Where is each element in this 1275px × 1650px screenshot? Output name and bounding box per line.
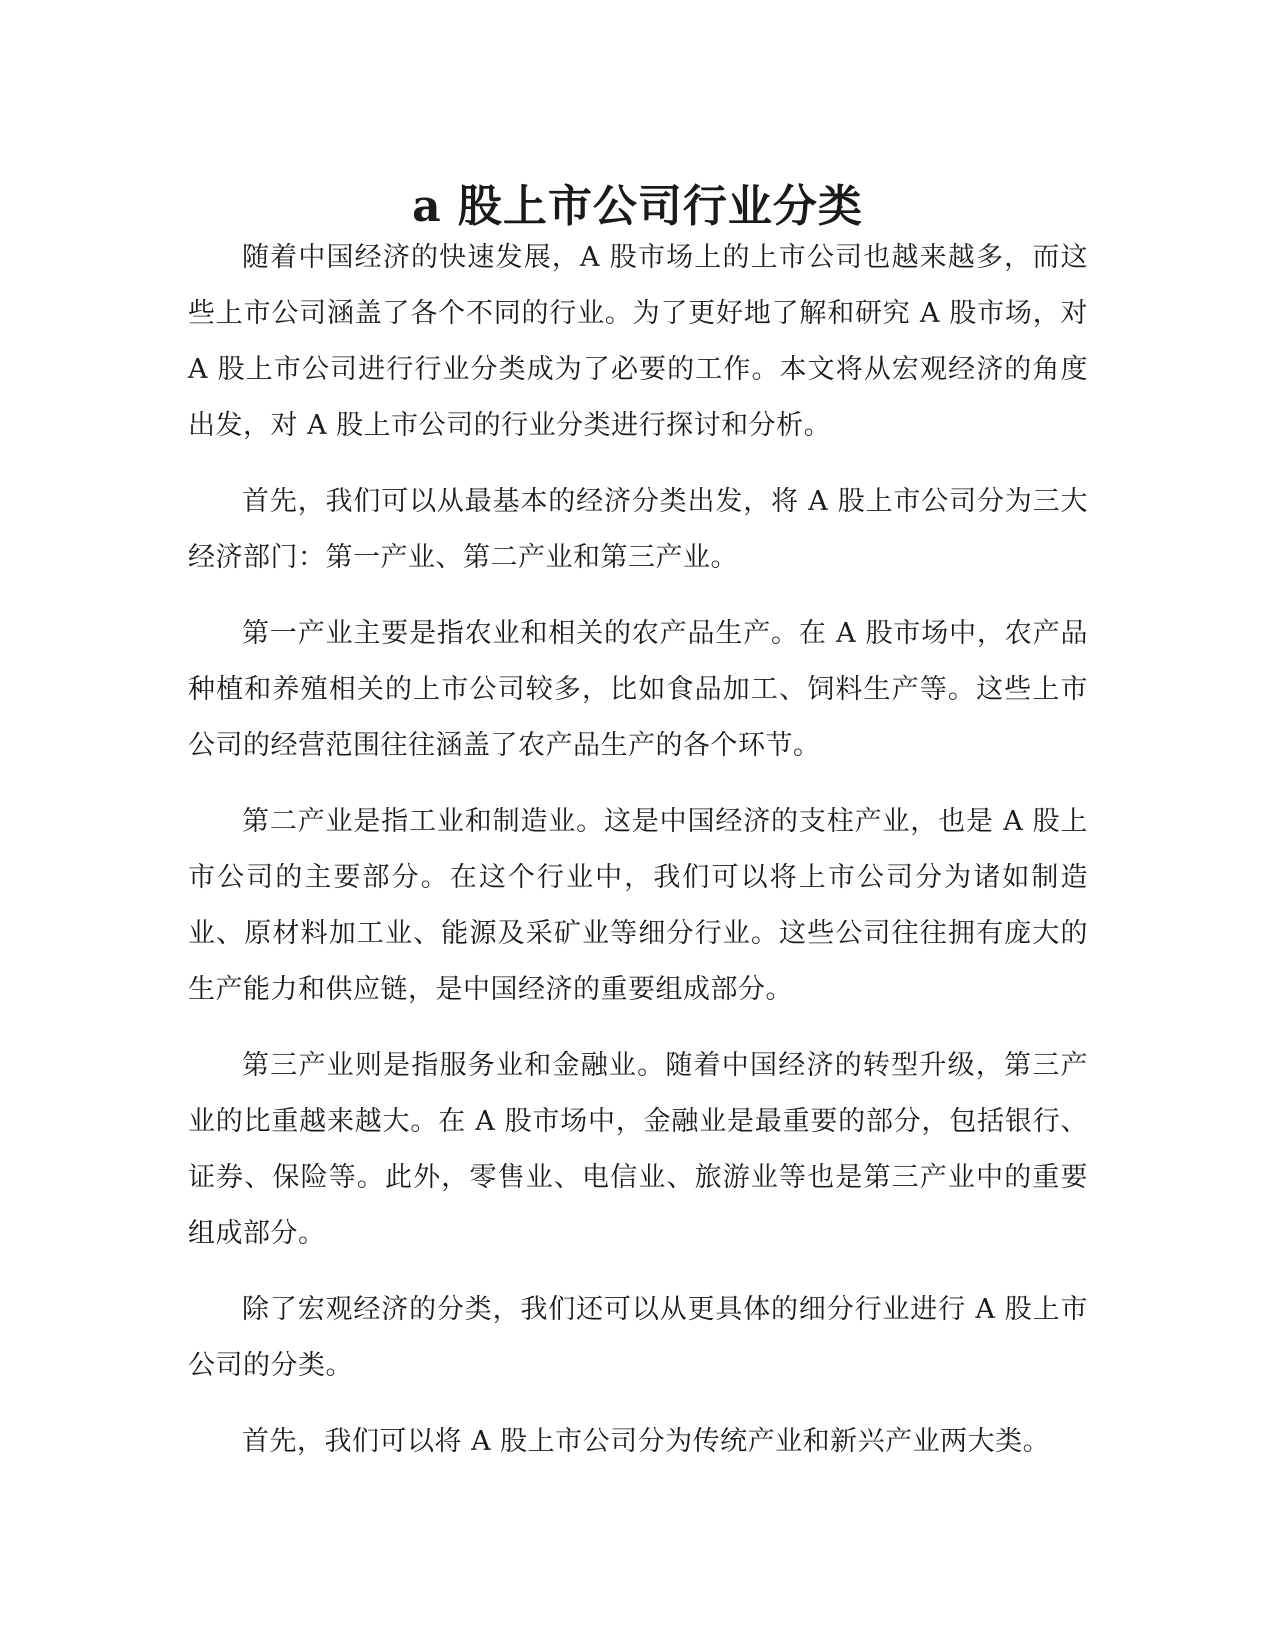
document-title: a 股上市公司行业分类 [412,181,863,233]
paragraph: 除了宏观经济的分类，我们还可以从更具体的细分行业进行 A 股上市公司的分类。 [188,1294,1088,1381]
document-body [188,230,1088,1490]
paragraph: 第二产业是指工业和制造业。这是中国经济的支柱产业，也是 A 股上市公司的主要部分。在这个行业中，我们可以将上市公司分为诸如制造业、原材料加工业、能源及采矿业等细分行业。这些公司往往拥有庞大的生产能力和供应链，是中国经济的重要组成部分。 [188,806,1088,1005]
paragraph: 首先，我们可以将 A 股上市公司分为传统产业和新兴产业两大类。 [242,1426,1051,1457]
paragraph: 首先，我们可以从最基本的经济分类出发，将 A 股上市公司分为三大经济部门：第一产业、第二产业和第三产业。 [188,486,1088,573]
paragraph: 第三产业则是指服务业和金融业。随着中国经济的转型升级，第三产业的比重越来越大。在 A 股市场中，金融业是最重要的部分，包括银行、证券、保险等。此外，零售业、电信业、旅游业等也是第三产业中的重要组成部分。 [188,1050,1088,1249]
paragraph: 随着中国经济的快速发展，A 股市场上的上市公司也越来越多，而这些上市公司涵盖了各个不同的行业。为了更好地了解和研究 A 股市场，对 A 股上市公司进行行业分类成为了必要的工作。本文将从宏观经济的角度出发，对 A 股上市公司的行业分类进行探讨和分析。 [188,242,1088,441]
paragraph: 第一产业主要是指农业和相关的农产品生产。在 A 股市场中，农产品种植和养殖相关的上市公司较多，比如食品加工、饲料生产等。这些上市公司的经营范围往往涵盖了农产品生产的各个环节。 [188,618,1088,761]
